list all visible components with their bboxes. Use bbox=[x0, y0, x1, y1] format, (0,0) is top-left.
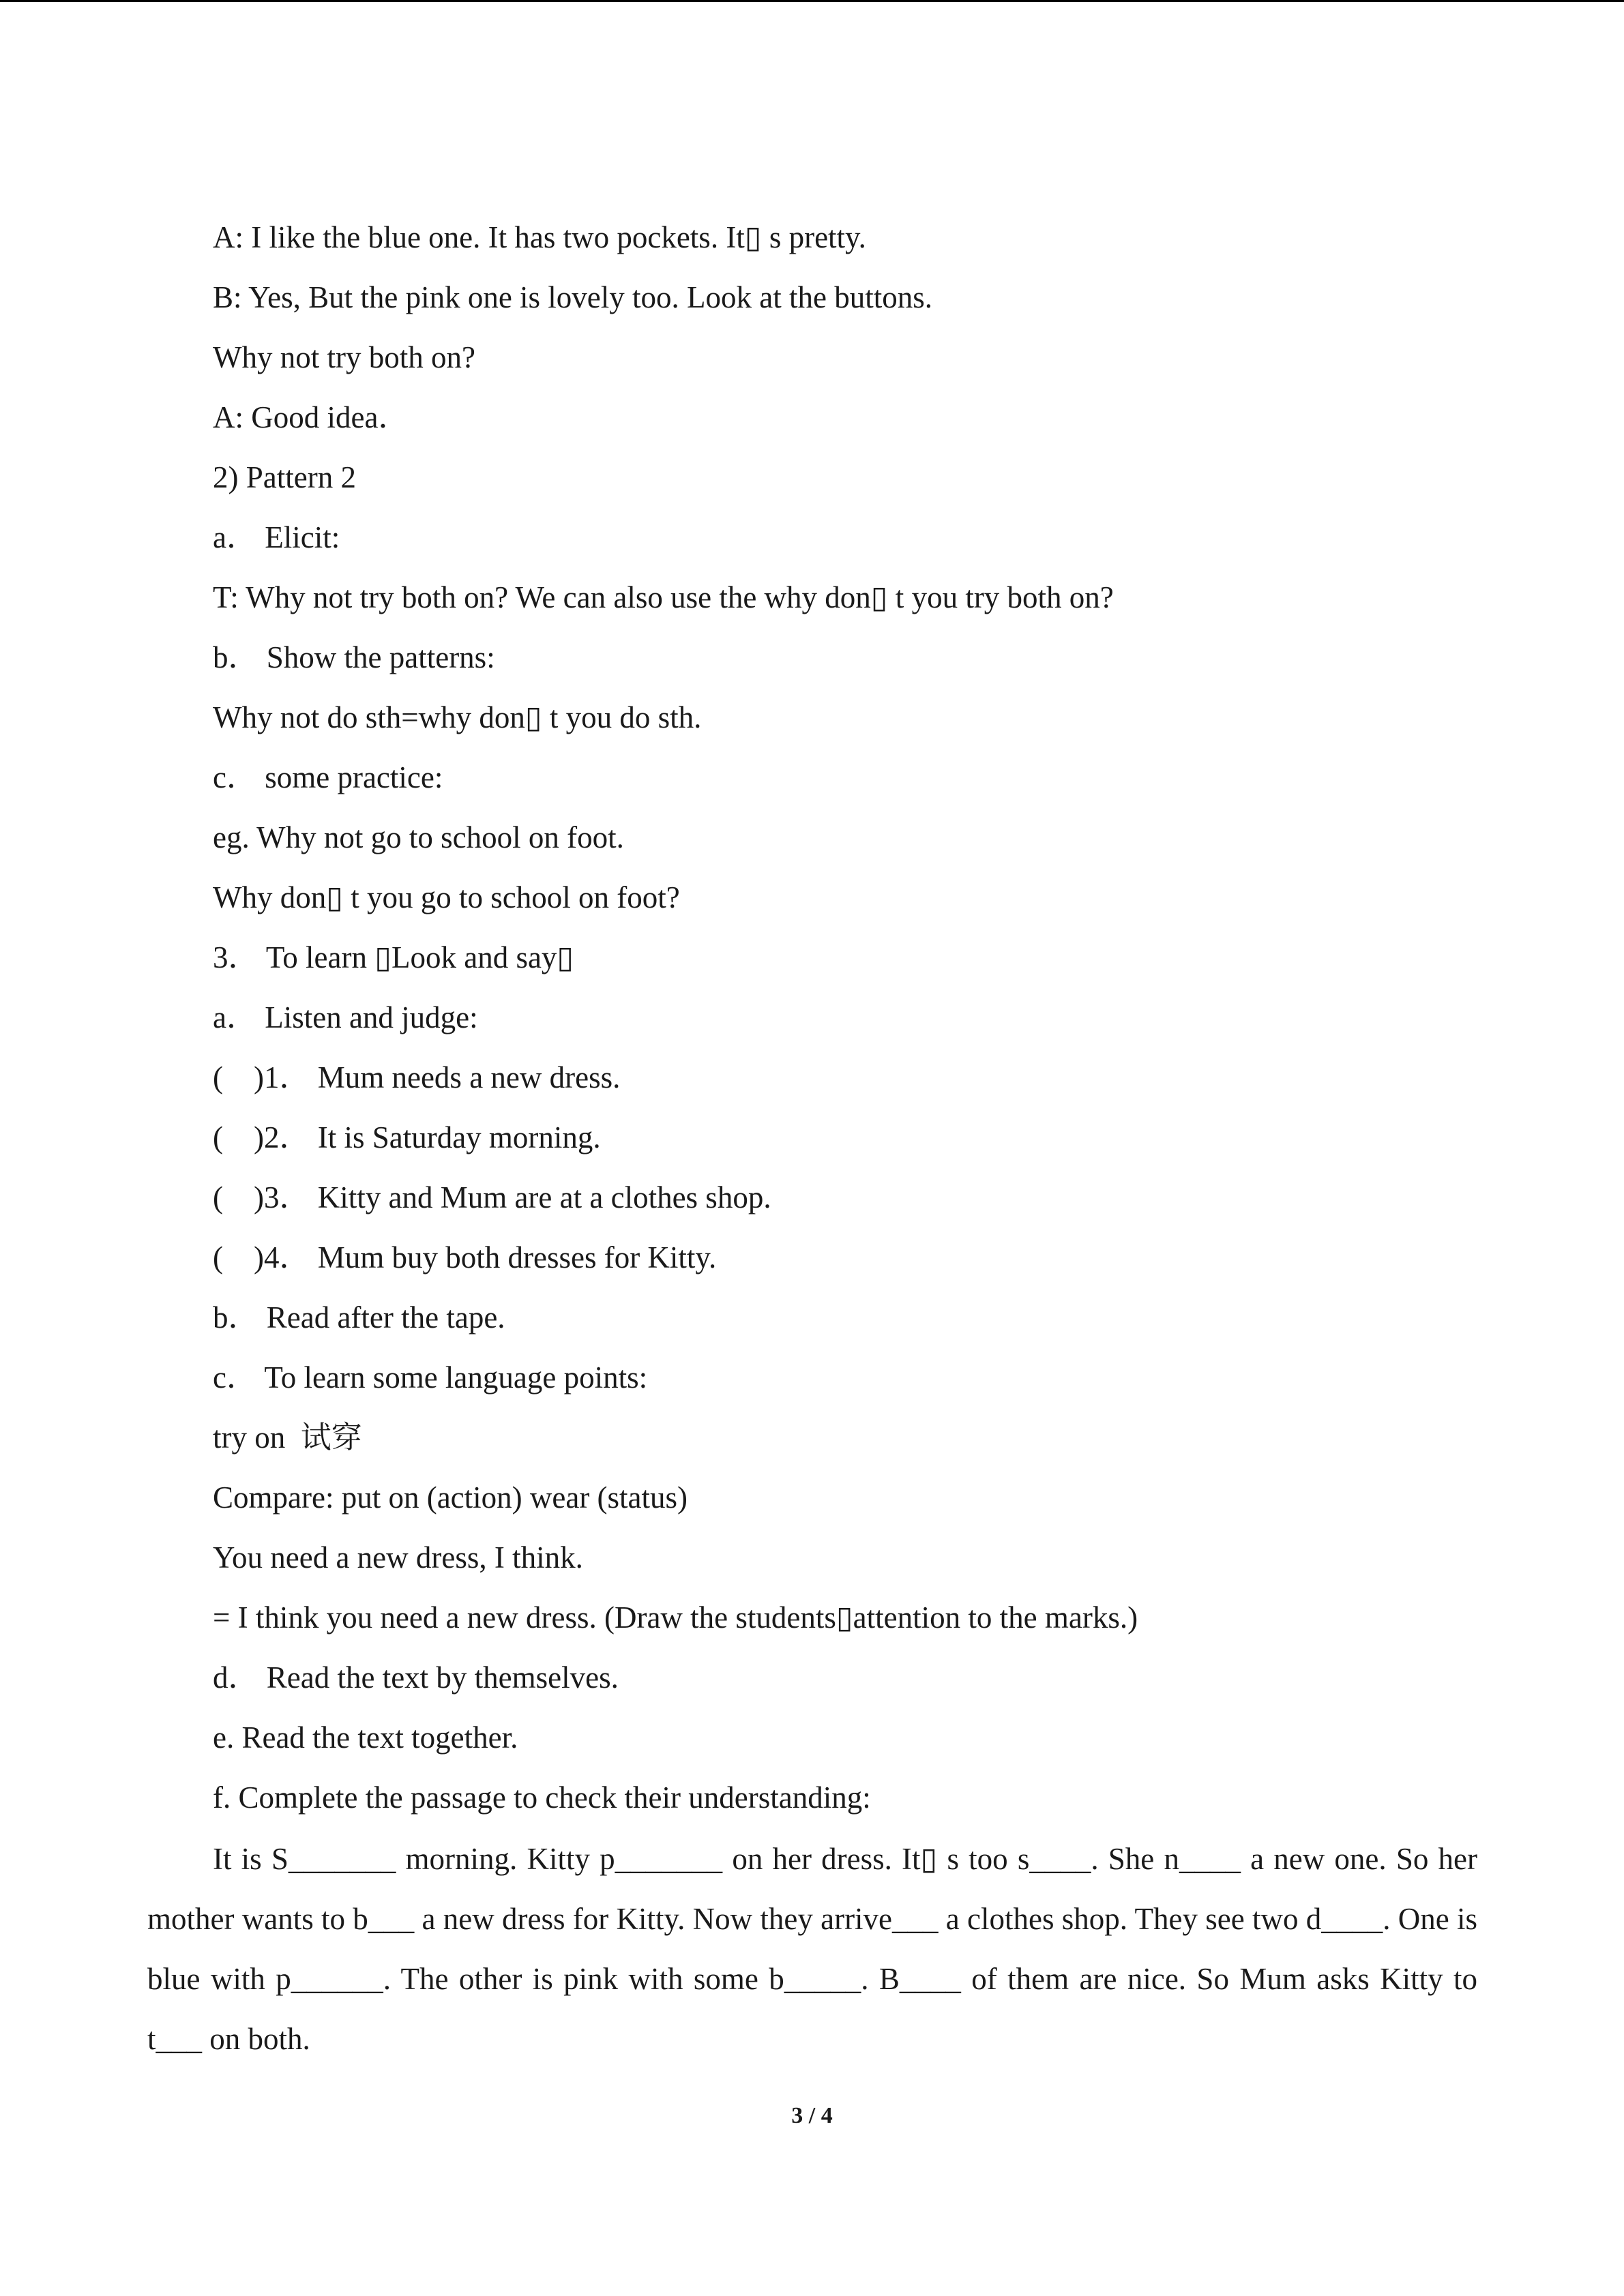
cloze-passage: It is S_______ morning. Kitty p_______ on her dress. It▯ s too s____. She n____ a new one. So her mother wants to b___ a new dress for Kitty. Now they arrive___ a clothes shop. They see two d____. One is blue with p______. The other is pink with some b_____. B____ of them are nice. So Mum asks Kitty to t___ on both. bbox=[147, 1842, 1477, 2056]
judge-item: ( )2． It is Saturday morning. bbox=[213, 1120, 601, 1154]
judge-item: ( )4． Mum buy both dresses for Kitty. bbox=[213, 1240, 717, 1274]
text-line: T: Why not try both on? We can also use the why don▯ t you try both on? bbox=[213, 580, 1114, 614]
text-line: Why not do sth=why don▯ t you do sth. bbox=[213, 700, 702, 734]
text-line: b． Show the patterns: bbox=[213, 640, 495, 674]
text-line: Compare: put on (action) wear (status) bbox=[213, 1480, 688, 1515]
judge-item: ( )1． Mum needs a new dress. bbox=[213, 1060, 621, 1094]
page-top-border bbox=[0, 0, 1624, 2]
text-line: try on 试穿 bbox=[213, 1420, 362, 1455]
page-number: 3 / 4 bbox=[791, 2103, 833, 2128]
text-line: A: I like the blue one. It has two pockets. It▯ s pretty. bbox=[213, 220, 866, 254]
text-line: a． Listen and judge: bbox=[213, 1000, 478, 1034]
text-line: You need a new dress, I think. bbox=[213, 1540, 583, 1575]
text-line: 3． To learn ▯Look and say▯ bbox=[213, 940, 574, 974]
text-line: 2) Pattern 2 bbox=[213, 460, 356, 494]
text-line: Why don▯ t you go to school on foot? bbox=[213, 880, 680, 914]
text-line: e. Read the text together. bbox=[213, 1720, 518, 1755]
text-line: Why not try both on? bbox=[213, 340, 475, 374]
text-line: d． Read the text by themselves. bbox=[213, 1660, 619, 1695]
text-line: A: Good idea． bbox=[213, 400, 409, 434]
text-line: eg. Why not go to school on foot. bbox=[213, 820, 624, 854]
text-line: = I think you need a new dress. (Draw the students▯attention to the marks.) bbox=[213, 1600, 1138, 1635]
text-line: c． To learn some language points: bbox=[213, 1360, 648, 1395]
text-line: f. Complete the passage to check their understanding: bbox=[213, 1780, 871, 1815]
judge-item: ( )3． Kitty and Mum are at a clothes shop. bbox=[213, 1180, 771, 1214]
text-line: a． Elicit: bbox=[213, 520, 340, 554]
text-line: b． Read after the tape. bbox=[213, 1300, 505, 1335]
text-line: B: Yes, But the pink one is lovely too. Look at the buttons. bbox=[213, 280, 932, 314]
text-line: c． some practice: bbox=[213, 760, 443, 794]
